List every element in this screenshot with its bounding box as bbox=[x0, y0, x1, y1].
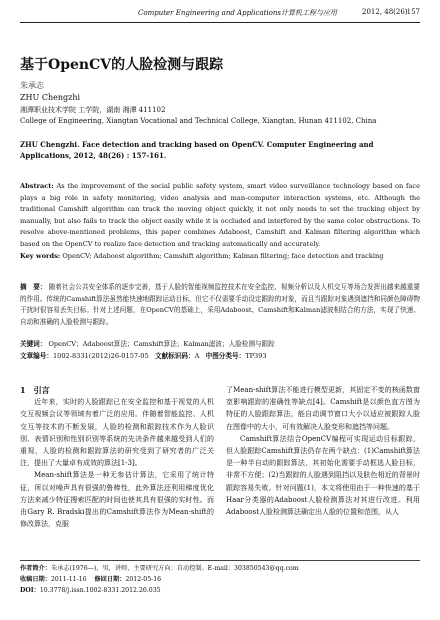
affiliation-en: College of Engineering, Xiangtan Vocational and Technical College, Xiangtan, Hunan 411102, China bbox=[20, 117, 377, 125]
citation: ZHU Chengzhi. Face detection and tracking based on OpenCV. Computer Engineering and Applications, 2012, 48(26) : 157-161. bbox=[20, 140, 374, 160]
abstract-en bbox=[20, 181, 420, 251]
body-column-left bbox=[20, 384, 214, 530]
footnote bbox=[20, 560, 420, 596]
article-meta bbox=[20, 351, 420, 362]
abstract-cn bbox=[20, 282, 420, 328]
doi-label: DOI： bbox=[20, 587, 40, 594]
keywords-cn-label: 关键词： bbox=[20, 340, 47, 348]
doc-code: A bbox=[194, 352, 200, 360]
affiliation-cn: 湘潭职业技术学院 工学院，湖南 湘潭 411102 bbox=[20, 106, 166, 114]
keywords-cn-text: OpenCV；Adaboost算法；Camshift算法；Kalman滤波；人脸检测与跟踪 bbox=[48, 340, 275, 348]
paragraph: Camshift算法结合OpenCV编程可实现运动目标跟踪，但人脸跟踪Camshift算法仍存在两个缺点：(1)Camshift算法是一种半自动的跟踪算法，其初始化需要手动框选人脸目标，非常不方便；(2)当跟踪的人脸遇到阻挡以及肤色相近的背景时跟踪容易失败。针对问题(1)，本文将使用由于一种快速的基于Haar分类器的Adaboost人脸检测算法对其进行改进。利用Adaboost人脸检测算法确定出人脸的位置和范围，从人 bbox=[226, 434, 420, 517]
keywords-en bbox=[20, 251, 420, 262]
keywords-cn bbox=[20, 339, 420, 350]
received-date: 2011-11-16 bbox=[50, 576, 87, 583]
running-header bbox=[20, 4, 420, 23]
paragraph: Mean-shift算法是一种无参估计算法，它采用了统计特征，所以对噪声具有很强的鲁棒性，此外算法还利用梯度优化方法来减少特征搜索匹配的时间也使其具有很强的实时性。而由Gary R. Bradski提出的Camshift算法作为Mean-shift的修改算法，克服 bbox=[20, 471, 214, 529]
paragraph: 近年来，实时的人脸跟踪已在安全监控和基于视觉的人机交互视频会议等领域有着广泛的应用。伴随着智能监控、人机交互等技术的不断发展，人脸的检测和跟踪技术作为人脸识别、表情识别和性别识别等系统的先决条件越来越受到人们的重视，人脸的检测和跟踪算法的研究受到了研究者的广泛关注，提出了大量卓有成效的算法[1-3]。 bbox=[20, 398, 214, 468]
page-number: 157 bbox=[406, 8, 420, 16]
clc-label: 中图分类号： bbox=[205, 352, 246, 360]
section-heading: 1 引言 bbox=[20, 385, 50, 395]
author-bio: 朱承志(1976—)，男，讲师，主要研究方向：自动控制。E-mail：303850543@qq.com bbox=[50, 565, 299, 572]
doi: 10.3778/j.issn.1002-8331.2012.26.035 bbox=[39, 587, 161, 594]
journal-name: Computer Engineering and Applications计算机工程与应用 bbox=[138, 9, 337, 17]
author-bio-label: 作者简介： bbox=[20, 565, 51, 572]
body-column-right bbox=[226, 384, 420, 518]
revised-label: 修回日期： bbox=[94, 576, 126, 583]
doc-no: 1002-8331(2012)26-0157-05 bbox=[52, 352, 149, 360]
abstract-cn-label: 摘 要： bbox=[20, 283, 47, 291]
clc: TP393 bbox=[245, 352, 267, 360]
paragraph: 了Mean-shift算法不能进行模型更新，其固定不变的核函数窗宽影响跟踪的准确性等缺点[4]。Camshift是以颜色直方图为特征的人脸跟踪算法，能自动调节窗口大小以适应被跟踪人脸在图像中的大小，可有效解决人脸变形和遮挡等问题。 bbox=[226, 386, 420, 431]
issue-date: 2012, 48(26) bbox=[362, 8, 408, 16]
abstract-en-text: As the improvement of the social public safety system, smart video surveillance technology based on face plays a big role in safety monitoring, video analysis and man-computer interaction systems, etc. Although the traditional Camshift algorithm can track the moving object quickly, it not only needs to set the tracking object by manually, but also fails to track the object easily while it is occluded and interfered by the same color obstructions. To resolve above-mentioned problems, this paper combines Adaboost, Camshift and Kalman filtering algorithm which based on the OpenCV to realize face detection and tracking automatically and accurately. bbox=[20, 182, 420, 248]
keywords-en-label: Key words: bbox=[20, 252, 61, 260]
revised-date: 2012-05-16 bbox=[125, 576, 162, 583]
doc-code-label: 文献标识码： bbox=[155, 352, 195, 360]
article-title: 基于OpenCV的人脸检测与跟踪 bbox=[20, 57, 224, 73]
author-name-cn: 朱承志 bbox=[20, 81, 44, 90]
doc-no-label: 文章编号： bbox=[20, 352, 53, 360]
author-name-en: ZHU Chengzhi bbox=[20, 93, 81, 102]
keywords-en-text: OpenCV; Adaboost algorithm; Camshift algorithm; Kalman filtering; face detection and tracking bbox=[62, 252, 384, 260]
abstract-en-label: Abstract: bbox=[20, 182, 54, 190]
received-label: 收稿日期： bbox=[20, 576, 51, 583]
abstract-cn-text: 随着社会公共安全体系的逐步完善，基于人脸的智能视频监控技术在安全监控、视频分析以及人机交互等场合发挥出越来越重要的作用。传统的Camshift算法虽然能快速地跟踪运动目标，但它不仅需要手动设定跟踪的对象，而且当跟踪对象遇到遮挡和同颜色障碍物干扰时很容易丢失目标。针对上述问题，在OpenCV的基础上，采用Adaboost、Camshift和Kalman滤波相结合的方法，实现了快速、自动和准确的人脸检测与跟踪。 bbox=[20, 283, 420, 326]
